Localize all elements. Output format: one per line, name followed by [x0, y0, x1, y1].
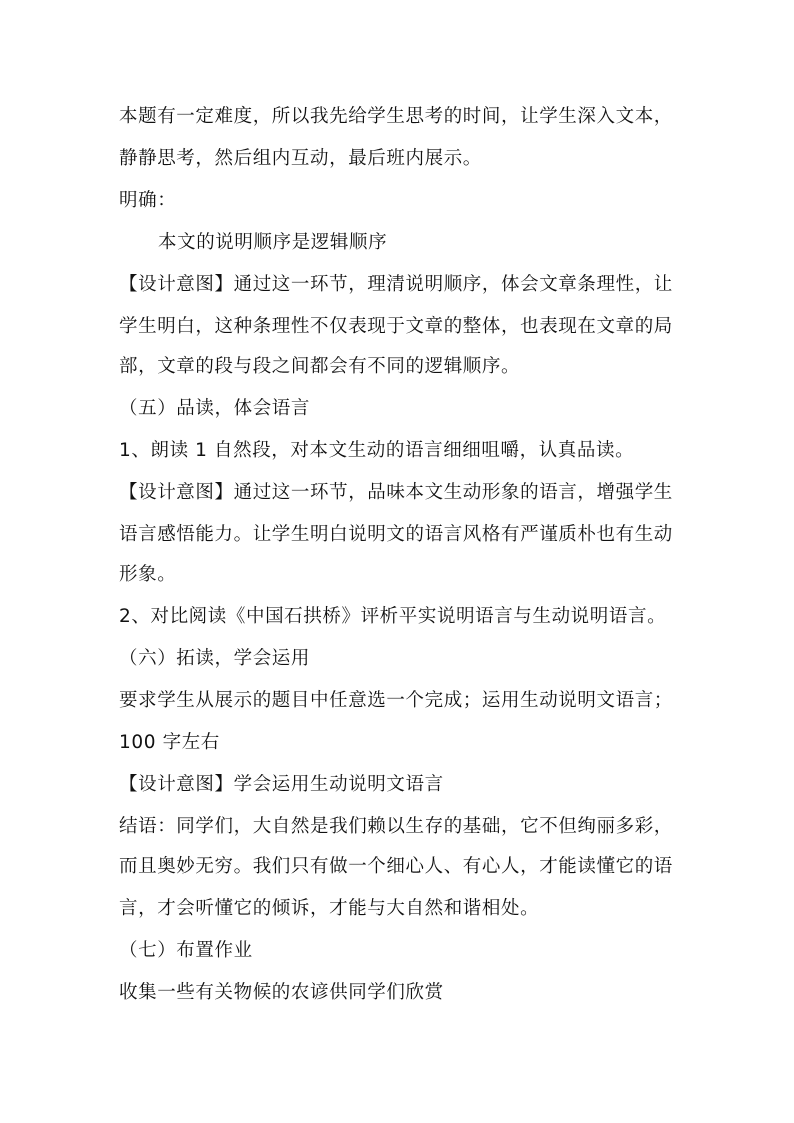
text-line: 而且奥妙无穷。我们只有做一个细心人、有心人，才能读懂它的语: [119, 856, 673, 877]
text-line: 要求学生从展示的题目中任意选一个完成；运用生动说明文语言；: [119, 690, 673, 711]
section-heading: （五）品读，体会语言: [119, 398, 311, 419]
design-intent-line: 【设计意图】学会运用生动说明文语言: [119, 774, 444, 795]
text-line: 1、朗读 1 自然段，对本文生动的语言细细咀嚼，认真品读。: [119, 440, 635, 461]
text-line: 2、对比阅读《中国石拱桥》评析平实说明语言与生动说明语言。: [119, 606, 667, 627]
text-line: 静静思考，然后组内互动，最后班内展示。: [119, 148, 482, 169]
text-line: 形象。: [119, 564, 177, 585]
design-intent-line: 【设计意图】通过这一环节，品味本文生动形象的语言，增强学生: [119, 482, 673, 503]
text-line: 言，才会听懂它的倾诉，才能与大自然和谐相处。: [119, 898, 540, 919]
design-intent-line: 【设计意图】通过这一环节，理清说明顺序，体会文章条理性，让: [119, 274, 673, 295]
section-heading: （六）拓读，学会运用: [119, 648, 311, 669]
text-line: 本题有一定难度，所以我先给学生思考的时间，让学生深入文本，: [119, 106, 673, 127]
text-line: 本文的说明顺序是逻辑顺序: [158, 232, 388, 253]
text-line: 结语：同学们，大自然是我们赖以生存的基础，它不但绚丽多彩，: [119, 816, 673, 837]
text-line: 学生明白，这种条理性不仅表现于文章的整体，也表现在文章的局: [119, 316, 673, 337]
section-heading: （七）布置作业: [119, 940, 253, 961]
text-line: 语言感悟能力。让学生明白说明文的语言风格有严谨质朴也有生动: [119, 524, 673, 545]
text-line: 100 字左右: [119, 732, 220, 753]
text-line: 收集一些有关物候的农谚供同学们欣赏: [119, 982, 444, 1003]
text-line: 明确：: [119, 190, 177, 211]
text-line: 部，文章的段与段之间都会有不同的逻辑顺序。: [119, 356, 521, 377]
